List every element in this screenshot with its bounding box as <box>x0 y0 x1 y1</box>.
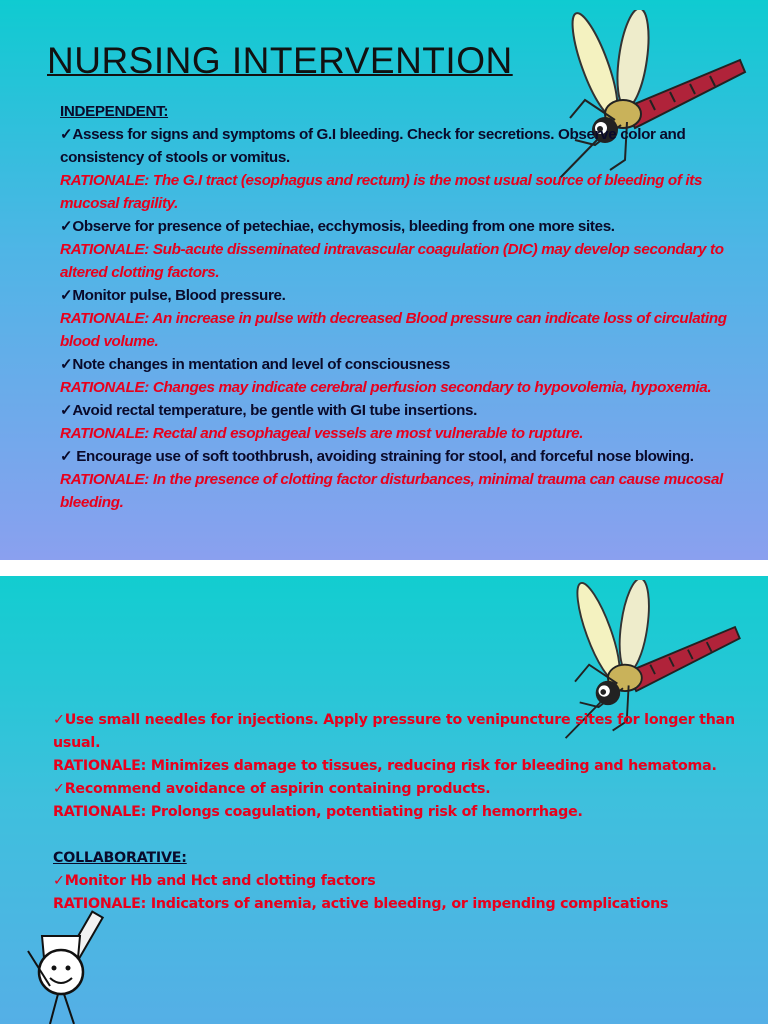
rationale-7: RATIONALE: Minimizes damage to tissues, reducing risk for bleeding and hematoma. <box>53 758 717 774</box>
slide-title: NURSING INTERVENTION <box>47 40 513 81</box>
rationale-5: RATIONALE: Rectal and esophageal vessels are most vulnerable to rupture. <box>60 425 584 442</box>
intervention-5: ✓Avoid rectal temperature, be gentle with GI tube insertions. <box>60 402 477 419</box>
rationale-6: RATIONALE: In the presence of clotting factor disturbances, minimal trauma can cause mucosal bleeding. <box>60 471 723 511</box>
rationale-3: RATIONALE: An increase in pulse with decreased Blood pressure can indicate loss of circulating blood volume. <box>60 310 727 350</box>
rationale-8: RATIONALE: Prolongs coagulation, potentiating risk of hemorrhage. <box>53 804 583 820</box>
collab-rationale-1: RATIONALE: Indicators of anemia, active bleeding, or impending complications <box>53 896 669 912</box>
independent-interventions <box>60 100 730 514</box>
rationale-1: RATIONALE: The G.I tract (esophagus and rectum) is the most usual source of bleeding of its mucosal fragility. <box>60 172 703 212</box>
intervention-1: ✓Assess for signs and symptoms of G.I bleeding. Check for secretions. Observe color and consistency of stools or vomitus. <box>60 126 686 166</box>
intervention-7: ✓Use small needles for injections. Apply pressure to venipuncture sites for longer than usual. <box>53 712 735 751</box>
collab-intervention-1: ✓Monitor Hb and Hct and clotting factors <box>53 873 376 889</box>
rationale-2: RATIONALE: Sub-acute disseminated intravascular coagulation (DIC) may develop secondary to altered clotting factors. <box>60 241 724 281</box>
independent-heading: INDEPENDENT: <box>60 103 169 120</box>
collaborative-heading: COLLABORATIVE: <box>53 850 187 866</box>
intervention-8: ✓Recommend avoidance of aspirin containing products. <box>53 781 491 797</box>
slide-2 <box>0 576 768 1024</box>
intervention-2: ✓Observe for presence of petechiae, ecchymosis, bleeding from one more sites. <box>60 218 615 235</box>
more-interventions <box>53 709 753 916</box>
intervention-6: ✓ Encourage use of soft toothbrush, avoiding straining for stool, and forceful nose blowing. <box>60 448 694 465</box>
intervention-4: ✓Note changes in mentation and level of consciousness <box>60 356 450 373</box>
rationale-4: RATIONALE: Changes may indicate cerebral perfusion secondary to hypovolemia, hypoxemia. <box>60 379 712 396</box>
nurse-cartoon-icon <box>20 906 130 1024</box>
intervention-3: ✓Monitor pulse, Blood pressure. <box>60 287 286 304</box>
